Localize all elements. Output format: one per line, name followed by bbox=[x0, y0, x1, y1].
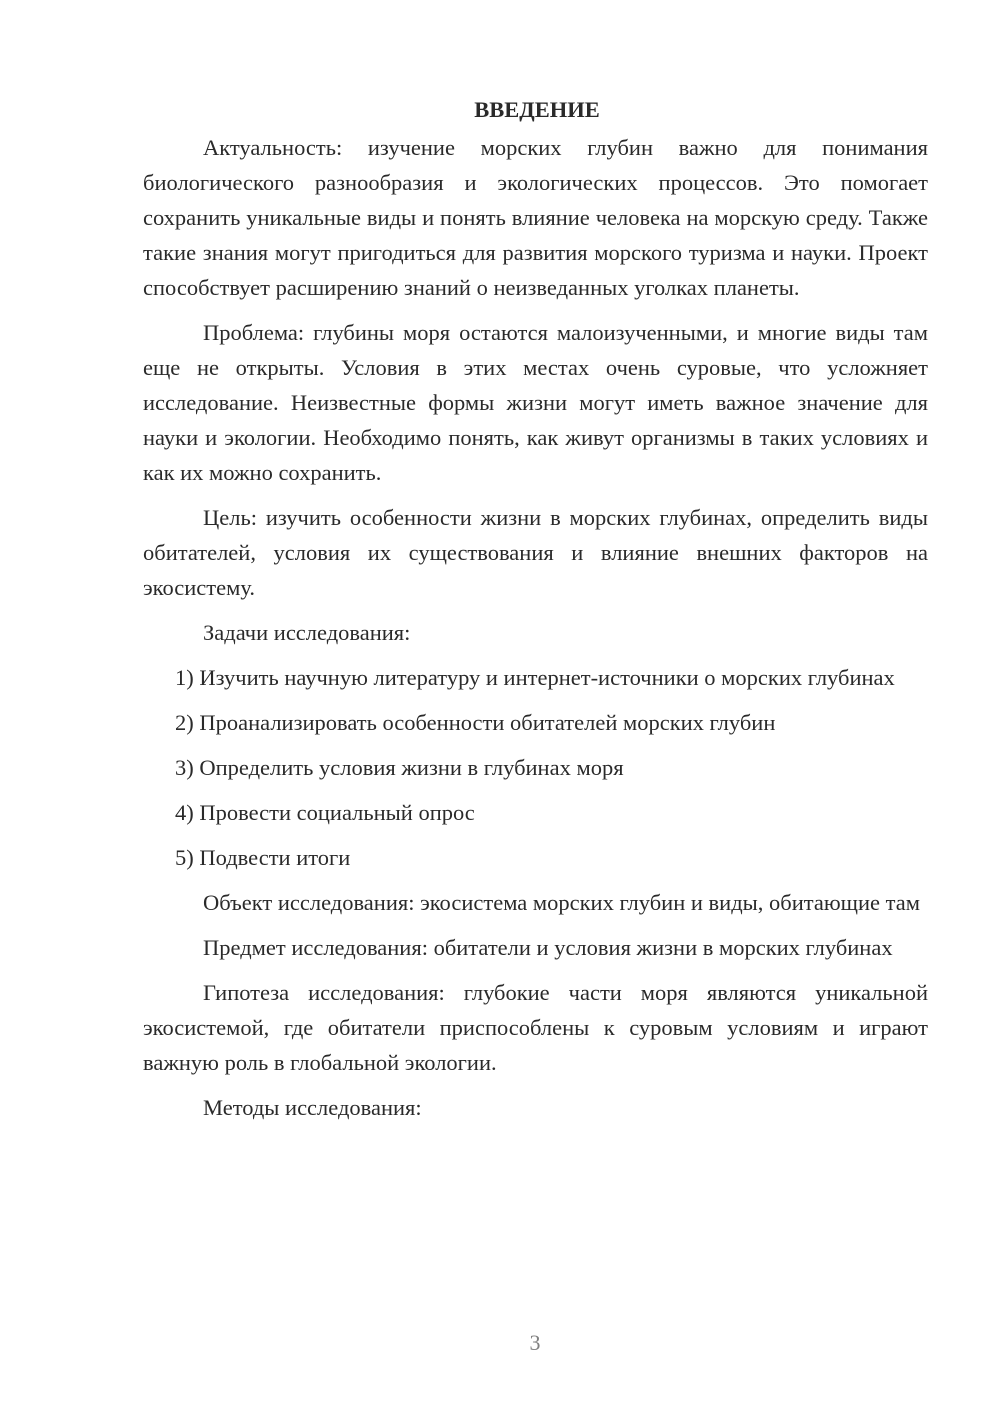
task-item-4: 4) Провести социальный опрос bbox=[175, 800, 475, 825]
relevance-paragraph: Актуальность: изучение морских глубин важно для понимания биологического разнообразия и экологических процессов. Это помогает сохранить уникальные виды и понять влияние человека на морскую среду. Также такие знания могут пригодиться для развития морского туризма и науки. Проект способствует расширению знаний о неизведанных уголках планеты. bbox=[143, 135, 928, 300]
page-title: ВВЕДЕНИЕ bbox=[474, 97, 600, 122]
goal-paragraph: Цель: изучить особенности жизни в морских глубинах, определить виды обитателей, условия их существования и влияние внешних факторов на экосистему. bbox=[143, 505, 928, 600]
subject-paragraph: Предмет исследования: обитатели и условия жизни в морских глубинах bbox=[203, 935, 893, 960]
hypothesis-paragraph: Гипотеза исследования: глубокие части моря являются уникальной экосистемой, где обитатели приспособлены к суровым условиям и играют важную роль в глобальной экологии. bbox=[143, 980, 928, 1075]
task-item-1: 1) Изучить научную литературу и интернет-источники о морских глубинах bbox=[175, 665, 895, 690]
task-item-5: 5) Подвести итоги bbox=[175, 845, 351, 870]
task-item-3: 3) Определить условия жизни в глубинах моря bbox=[175, 755, 624, 780]
document-body bbox=[143, 92, 928, 1135]
object-paragraph: Объект исследования: экосистема морских глубин и виды, обитающие там bbox=[203, 890, 920, 915]
methods-heading: Методы исследования: bbox=[203, 1095, 422, 1120]
tasks-heading: Задачи исследования: bbox=[203, 620, 411, 645]
task-item-2: 2) Проанализировать особенности обитателей морских глубин bbox=[175, 710, 776, 735]
problem-paragraph: Проблема: глубины моря остаются малоизученными, и многие виды там еще не открыты. Условия в этих местах очень суровые, что усложняет исследование. Неизвестные формы жизни могут иметь важное значение для науки и экологии. Необходимо понять, как живут организмы в таких условиях и как их можно сохранить. bbox=[143, 320, 928, 485]
page-number: 3 bbox=[529, 1330, 541, 1355]
